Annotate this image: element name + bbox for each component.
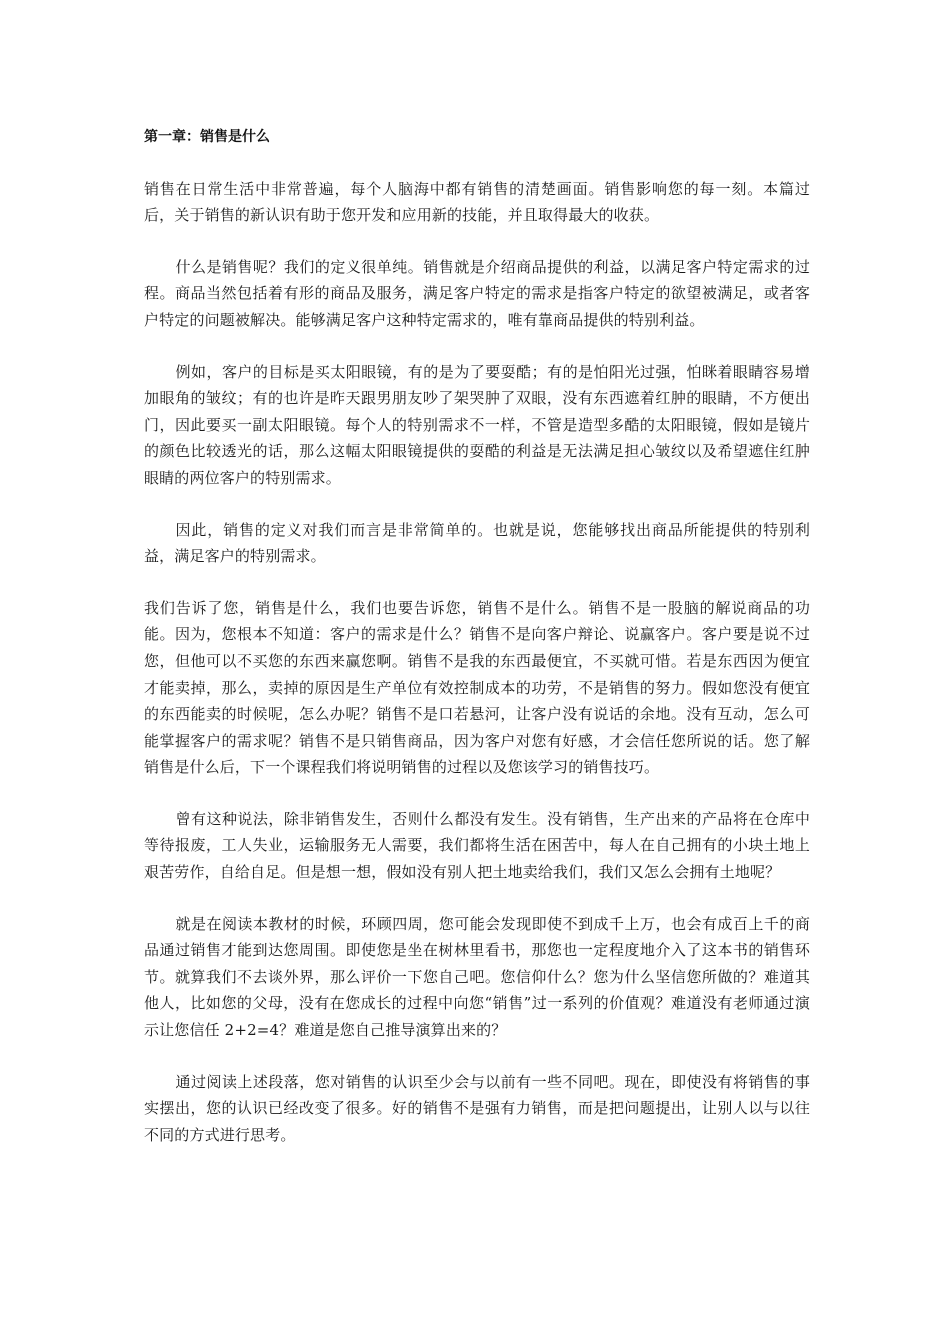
chapter-title: 第一章：销售是什么 (144, 129, 270, 145)
spacer (144, 1044, 810, 1069)
paragraph-look-around: 就是在阅读本教材的时候，环顾四周，您可能会发现即使不到成千上万，也会有成百上千的商品通过销售才能到达您周围。即使您是坐在树林里看书，那您也一定程度地介入了这本书的销售环节。就算我们不去谈外界，那么评价一下您自己吧。您信仰什么？您为什么坚信您所做的？难道其他人，比如您的父母，没有在您成长的过程中向您“销售”过一系列的价值观？难道没有老师通过演示让您信任 2+2=4？难道是您自己推导演算出来的？ (144, 914, 810, 1040)
document-body (144, 124, 810, 1148)
paragraph-definition: 什么是销售呢？我们的定义很单纯。销售就是介绍商品提供的利益，以满足客户特定需求的过程。商品当然包括着有形的商品及服务，满足客户特定的需求是指客户特定的欲望被满足，或者客户特定的问题被解决。能够满足客户这种特定需求的，唯有靠商品提供的特别利益。 (144, 257, 810, 329)
paragraph-closing: 通过阅读上述段落，您对销售的认识至少会与以前有一些不同吧。现在，即使没有将销售的事实摆出，您的认识已经改变了很多。好的销售不是强有力销售，而是把问题提出，让别人以与以往不同的方式进行思考。 (144, 1072, 810, 1144)
paragraph-what-selling-is-not: 我们告诉了您，销售是什么，我们也要告诉您，销售不是什么。销售不是一股脑的解说商品的功能。因为，您根本不知道：客户的需求是什么？销售不是向客户辩论、说赢客户。客户要是说不过您，但他可以不买您的东西来赢您啊。销售不是我的东西最便宜，不买就可惜。若是东西因为便宜才能卖掉，那么，卖掉的原因是生产单位有效控制成本的功劳，不是销售的努力。假如您没有便宜的东西能卖的时候呢，怎么办呢？销售不是口若悬河，让客户没有说话的余地。没有互动，怎么可能掌握客户的需求呢？销售不是只销售商品，因为客户对您有好感，才会信任您所说的话。您了解销售是什么后，下一个课程我们将说明销售的过程以及您该学习的销售技巧。 (144, 598, 810, 777)
paragraph-nothing-happens: 曾有这种说法，除非销售发生，否则什么都没有发生。没有销售，生产出来的产品将在仓库中等待报废，工人失业，运输服务无人需要，我们都将生活在困苦中，每人在自己拥有的小块土地上艰苦劳作，自给自足。但是想一想，假如没有别人把土地卖给我们，我们又怎么会拥有土地呢？ (144, 809, 810, 882)
paragraph-sunglasses-example: 例如，客户的目标是买太阳眼镜，有的是为了要耍酷；有的是怕阳光过强，怕眯着眼睛容易增加眼角的皱纹；有的也许是昨天跟男朋友吵了架哭肿了双眼，没有东西遮着红肿的眼睛，不方便出门，因此要买一副太阳眼镜。每个人的特别需求不一样，不管是造型多酷的太阳眼镜，假如是镜片的颜色比较透光的话，那么这幅太阳眼镜提供的耍酷的利益是无法满足担心皱纹以及希望遮住红肿眼睛的两位客户的特别需求。 (144, 362, 810, 487)
spacer (144, 570, 810, 595)
spacer (144, 334, 810, 359)
spacer (144, 492, 810, 517)
paragraph-intro: 销售在日常生活中非常普遍，每个人脑海中都有销售的清楚画面。销售影响您的每一刻。本篇过后，关于销售的新认识有助于您开发和应用新的技能，并且取得最大的收获。 (144, 179, 810, 225)
paragraph-conclusion: 因此，销售的定义对我们而言是非常简单的。也就是说，您能够找出商品所能提供的特别利益，满足客户的特别需求。 (144, 520, 810, 566)
spacer (144, 781, 810, 806)
spacer (144, 886, 810, 911)
spacer (144, 229, 810, 254)
spacer (144, 151, 810, 176)
